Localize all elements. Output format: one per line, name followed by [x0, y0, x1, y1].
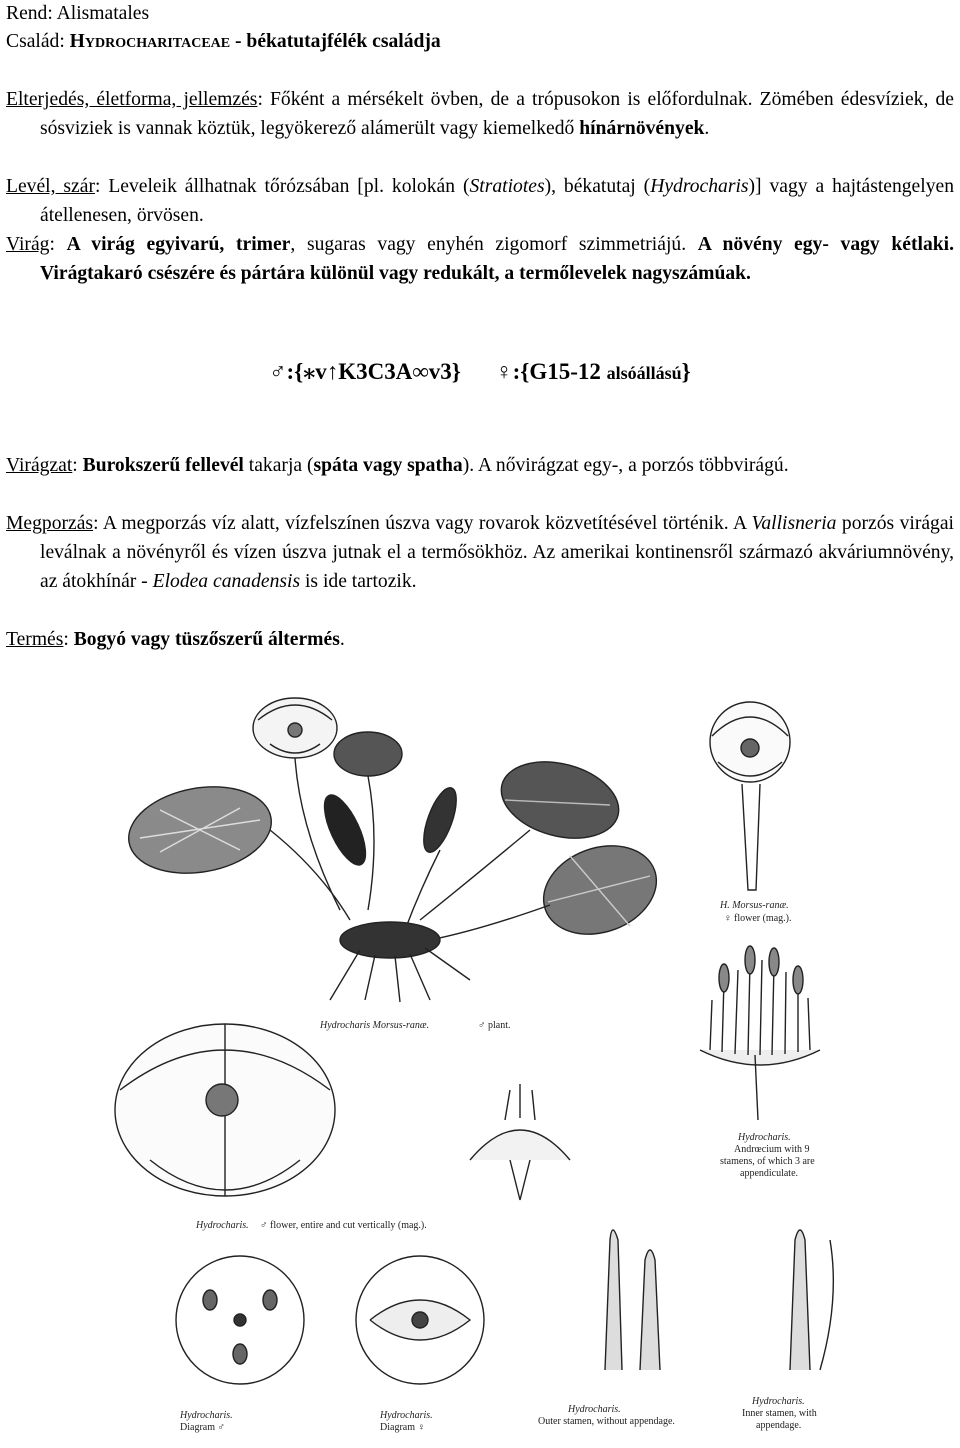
- section-flower: [6, 230, 954, 288]
- plant-illustration: [122, 698, 669, 1002]
- female-formula-end: }: [681, 359, 691, 384]
- section-label: Termés: [6, 629, 64, 650]
- taxon: Stratiotes: [469, 176, 545, 197]
- bold-term: spáta vagy spatha: [313, 455, 463, 476]
- text: , sugaras vagy enyhén zigomorf szimmetriájú.: [290, 234, 698, 255]
- text: : A megporzás víz alatt, vízfelszínen úszva vagy rovarok közvetítésével történik. A: [93, 513, 752, 534]
- section-distribution: [6, 85, 954, 143]
- caption-diagram-female-note: Diagram ♀: [380, 1422, 425, 1433]
- section-inflorescence: [6, 451, 954, 480]
- caption-androecium-line3: appendiculate.: [740, 1168, 799, 1179]
- family-line: [6, 27, 954, 56]
- section-label: Elterjedés, életforma, jellemzés: [6, 89, 258, 110]
- section-label: Virág: [6, 234, 50, 255]
- stamen-illustrations: [605, 1230, 833, 1370]
- text: :: [72, 455, 83, 476]
- text: :: [63, 629, 74, 650]
- family-label: Család:: [6, 31, 70, 52]
- order-line: [6, 0, 954, 28]
- female-flower-illustration: [710, 702, 790, 890]
- caption-outer-stamen-title: Hydrocharis.: [568, 1404, 621, 1415]
- caption-female-flower-note: ♀ flower (mag.).: [724, 913, 792, 924]
- taxon: Hydrocharis: [650, 176, 749, 197]
- male-formula: ♂:{⁎v↑K3C3A∞v3}: [269, 359, 461, 384]
- caption-inner-stamen-title: Hydrocharis.: [752, 1396, 805, 1407]
- caption-diagram-female-title: Hydrocharis.: [380, 1410, 433, 1421]
- section-fruit: [6, 625, 954, 654]
- text: )] vagy a hajtástengelyen átellenesen, örvösen.: [40, 176, 954, 226]
- androecium-illustration: [700, 946, 820, 1120]
- taxon: Elodea canadensis: [152, 571, 301, 592]
- bold-term: A virág egyivarú, trimer: [66, 234, 291, 255]
- caption-inner-stamen-line2: appendage.: [756, 1420, 802, 1431]
- section-label: Virágzat: [6, 455, 73, 476]
- floral-diagrams-illustration: [176, 1256, 484, 1384]
- section-label: Megporzás: [6, 513, 94, 534]
- text: .: [339, 629, 345, 650]
- text: is ide tartozik.: [300, 571, 417, 592]
- section-pollination: [6, 509, 954, 596]
- female-formula: ♀:{G15-12: [495, 359, 607, 384]
- bold-term: A növény egy- vagy kétlaki. Virágtakaró csészére és pártára különül vagy redukált, a termőlevelek nagyszámúak.: [40, 234, 955, 284]
- text: ). A nővirágzat egy-, a porzós többvirágú.: [462, 455, 789, 476]
- caption-androecium-title: Hydrocharis.: [738, 1132, 791, 1143]
- caption-plant-title: Hydrocharis Morsus-ranæ.: [320, 1020, 430, 1031]
- family-name-hu: - békatutajfélék családja: [230, 31, 441, 52]
- order-value: Alismatales: [56, 3, 150, 24]
- caption-male-flower-title: Hydrocharis.: [196, 1220, 249, 1231]
- caption-androecium-line2: stamens, of which 3 are: [720, 1156, 815, 1167]
- text: : Főként a mérsékelt övben, de a trópusokon is előfordulnak. Zömében édesvíziek, de sósviziek is vannak köztük, legyökerező alámerült vagy kiemelkedő: [40, 89, 954, 139]
- bold-term: Burokszerű fellevél: [82, 455, 244, 476]
- caption-male-flower-note: ♂ flower, entire and cut vertically (mag.).: [260, 1220, 427, 1231]
- text: : Leveleik állhatnak tőrózsában [pl. kolokán (: [94, 176, 470, 197]
- botanical-plate: [0, 680, 960, 1448]
- female-formula-note: alsóállású: [606, 363, 682, 383]
- family-name: Hydrocharitaceae: [69, 31, 231, 52]
- text: :: [49, 234, 67, 255]
- text: porzós virágai leválnak a növényről és vízen úszva jutnak el a termősökhöz. Az amerikai kontinensről származó akváriumnövény, az átokhínár -: [40, 513, 954, 592]
- order-label: Rend:: [6, 3, 57, 24]
- male-flower-illustration: [115, 1024, 570, 1200]
- text: .: [704, 118, 710, 139]
- text: takarja (: [243, 455, 314, 476]
- floral-formula: [0, 357, 960, 388]
- caption-diagram-male-title: Hydrocharis.: [180, 1410, 233, 1421]
- bold-term: hínárnövények: [579, 118, 705, 139]
- caption-androecium-line1: Andrœcium with 9: [734, 1144, 810, 1155]
- caption-outer-stamen-note: Outer stamen, without appendage.: [538, 1416, 675, 1427]
- text: ), békatutaj (: [544, 176, 651, 197]
- bold-term: Bogyó vagy tüszőszerű áltermés: [73, 629, 340, 650]
- section-label: Levél, szár: [6, 176, 95, 197]
- caption-inner-stamen-line1: Inner stamen, with: [742, 1408, 817, 1419]
- caption-diagram-male-note: Diagram ♂: [180, 1422, 225, 1433]
- taxon: Vallisneria: [751, 513, 837, 534]
- section-leaf-stem: [6, 172, 954, 230]
- caption-plant-note: ♂ plant.: [478, 1020, 511, 1031]
- caption-female-flower-title: H. Morsus-ranæ.: [720, 900, 789, 911]
